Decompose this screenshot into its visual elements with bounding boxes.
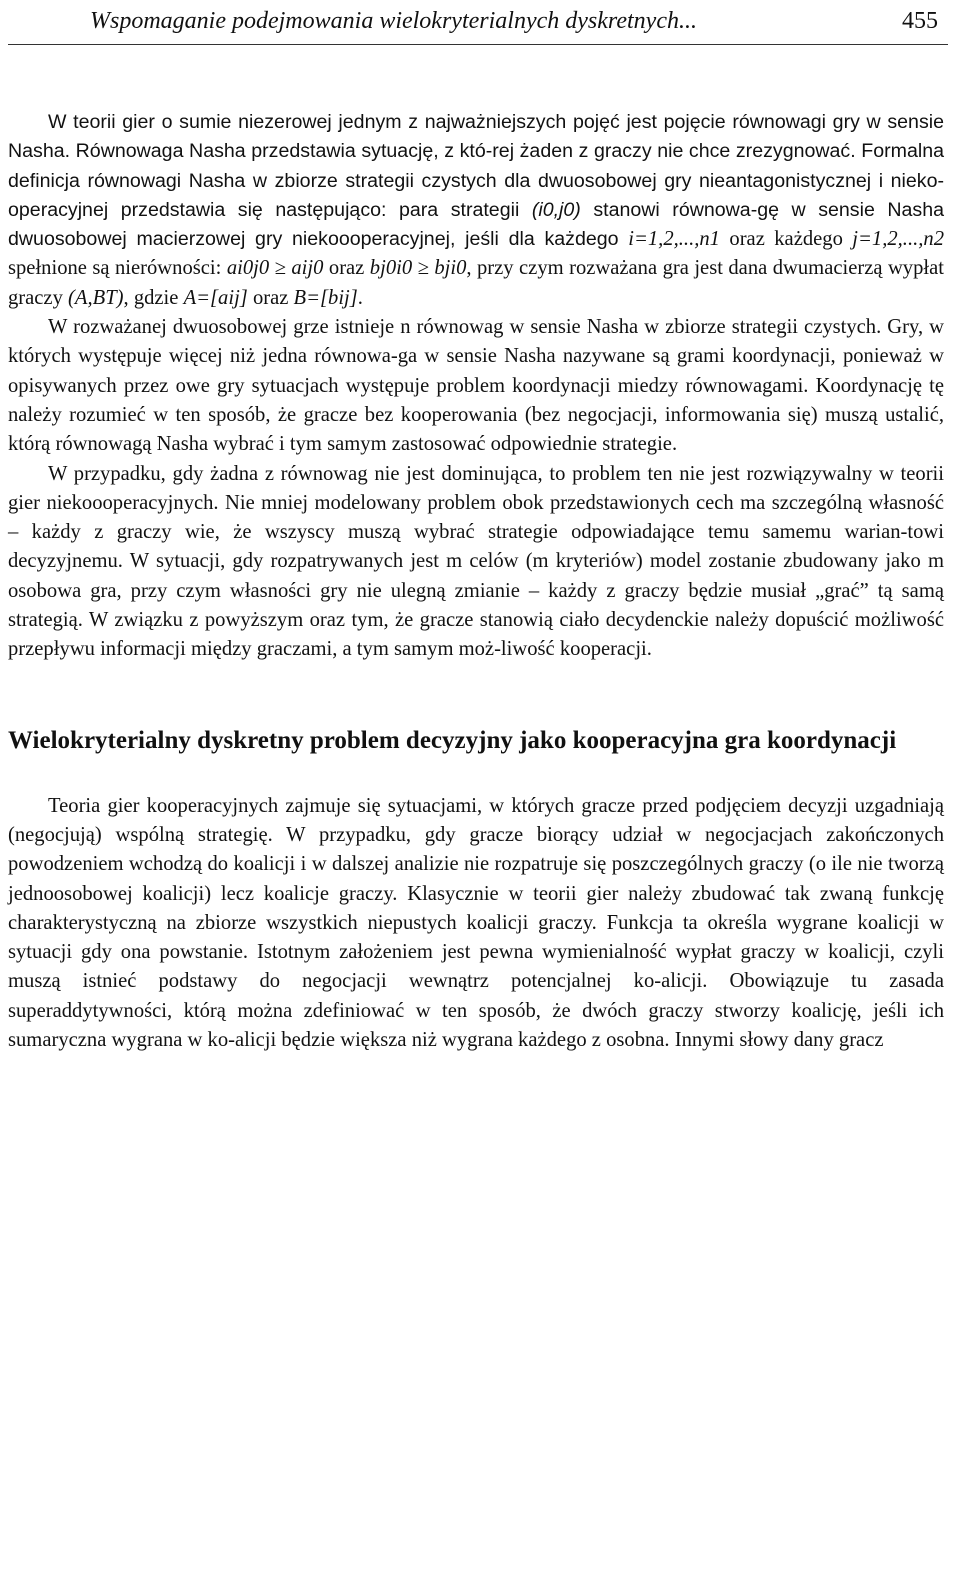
paragraph-text: oraz każdego	[719, 228, 853, 251]
page-number: 455	[902, 8, 938, 34]
paragraph-text: , gdzie	[123, 286, 184, 309]
spacer	[8, 665, 944, 725]
paragraph-text: , przy czym rozważana gra jest dana dwumacierzą wypłat graczy	[8, 257, 944, 309]
spacer	[8, 756, 944, 792]
paragraph-text: W teorii gier o sumie niezerowej jednym z najważniejszych pojęć jest pojęcie równowagi gry w sensie Nasha. Równowaga Nasha przedstawia sytuację, z któ-rej żaden z graczy nie chce zrezygnować. Formalna definicja równowagi Nasha w zbiorze strategii czystych dla dwuosobowej gry nieantagonistycznej i nieko-operacyjnej przedstawia się następująco: para strategii	[8, 111, 944, 221]
running-head-title: Wspomaganie podejmowania wielokryterialnych dyskretnych...	[90, 8, 697, 34]
section-heading: Wielokryterialny dyskretny problem decyzyjny jako kooperacyjna gra koordynacji	[8, 726, 897, 754]
paragraph-text: .	[357, 286, 363, 309]
paragraph-text: spełnione są nierówności:	[8, 257, 227, 280]
matrix-b-definition: B=[bij]	[293, 286, 358, 309]
paragraph-no-dominant-equilibrium: W przypadku, gdy żadna z równowag nie jest dominująca, to problem ten nie jest rozwiązywalny w teorii gier niekoooperacyjnych. Nie mniej modelowany problem obok przedstawionych cech ma szczególną własność – każdy z graczy wie, że wszyscy muszą wybrać strategie odpowiadające temu samemu warian-towi decyzyjnemu. W sytuacji, gdy rozpatrywanych jest m celów (m kryteriów) model zostanie zbudowany jako m osobowa gra, przy czym własności gry nie ulegną zmianie – każdy z graczy będzie musiał „grać” tą samą strategią. W związku z powyższym oraz tym, że gracze stanowią ciało decydenckie należy dopuścić możliwość przepływu informacji między graczami, a tym samym moż-liwość kooperacji.	[8, 462, 944, 661]
inequality-b: bj0i0 ≥ bji0	[369, 257, 467, 280]
paragraph-text: oraz	[247, 286, 294, 309]
body-text	[8, 108, 944, 1055]
header-rule	[8, 44, 948, 45]
matrix-a-definition: A=[aij]	[183, 286, 248, 309]
index-range-i: i=1,2,...,n1	[628, 228, 720, 251]
index-range-j: j=1,2,...,n2	[852, 228, 944, 251]
paragraph-text: oraz	[328, 257, 370, 280]
running-head	[12, 2, 948, 42]
paragraph-text: stanowi równowa-gę w sensie Nasha dwuosobowej macierzowej gry niekoooperacyjnej, jeśli dla każdego	[8, 198, 944, 251]
paragraph-cooperative-games: Teoria gier kooperacyjnych zajmuje się sytuacjami, w których gracze przed podjęciem decyzji uzgadniają (negocjują) wspólną strategię. W przypadku, gdy gracze biorący udział w negocjacjach zakończonych powodzeniem wchodzą do koalicji i w dalszej analizie nie rozpatruje się poszczególnych graczy (o ile nie tworzą jednoosobowej koalicji) lecz koalicje graczy. Klasycznie w teorii gier należy zbudować tak zwaną funkcję charakterystyczną na zbiorze wszystkich niepustych koalicji graczy. Funkcja ta określa wygrane koalicji w sytuacji gdy ona powstanie. Istotnym założeniem jest pewna wymienialność wypłat graczy w koalicji, czyli muszą istnieć podstawy do negocjacji wewnątrz potencjalnej ko-alicji. Obowiązuje tu zasada superaddytywności, którą można zdefiniować w ten sposób, że dwóch graczy stworzy koalicję, jeśli ich sumaryczna wygrana w ko-alicji będzie większa niż wygrana każdego z osobna. Innymi słowy dany gracz	[8, 794, 944, 1052]
inequality-a: ai0j0 ≥ aij0	[226, 257, 324, 280]
bimatrix: (A,BT)	[68, 286, 124, 309]
paragraph-coordination-games: W rozważanej dwuosobowej grze istnieje n równowag w sensie Nasha w zbiorze strategii czystych. Gry, w których występuje więcej niż jedna równowa-ga w sensie Nasha nazywane są grami koordynacji, ponieważ w opisywanych przez owe gry sytuacjach występuje problem koordynacji miedzy równowagami. Koordynację tę należy rozumieć w ten sposób, że gracze bez kooperowania (bez negocjacji, informowania się) muszą ustalić, którą równowagą Nasha wybrać i tym samym zastosować odpowiednie strategie.	[8, 316, 944, 456]
paragraph-nash-definition	[8, 108, 944, 313]
strategy-pair: (i0,j0)	[531, 198, 581, 221]
